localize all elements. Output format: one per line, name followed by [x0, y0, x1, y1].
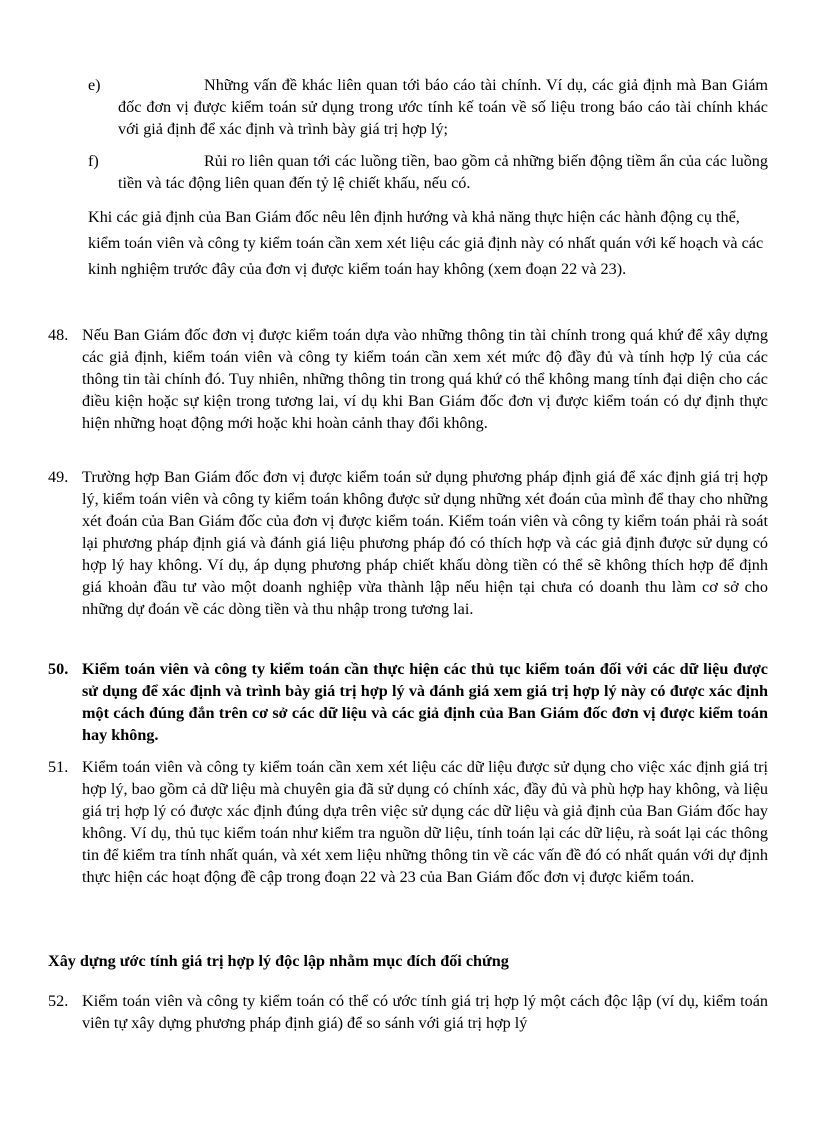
paragraph-51-number: 51. — [48, 758, 69, 776]
paragraph-48-number: 48. — [48, 326, 69, 344]
paragraph-49-text: Trường hợp Ban Giám đốc đơn vị được kiểm toán sử dụng phương pháp định giá để xác định giá trị hợp lý, kiểm toán viên và công ty kiểm toán không được sử dụng những xét đoán của mình để thay cho những xét đoán của Ban Giám đốc của đơn vị được kiểm toán. Kiểm toán viên và công ty kiểm toán phải rà soát lại phương pháp định giá và đánh giá liệu phương pháp đó có thích hợp và các giả định được sử dụng có hợp lý hay không. Ví dụ, áp dụng phương pháp chiết khấu dòng tiền có thể sẽ không thích hợp để định giá khoản đầu tư vào một doanh nghiệp vừa thành lập nếu hiện tại chưa có doanh thu làm cơ sở cho những dự đoán về các dòng tiền và thu nhập trong tương lai. — [82, 468, 768, 618]
paragraph-52-text: Kiểm toán viên và công ty kiểm toán có thể có ước tính giá trị hợp lý một cách độc lập (ví dụ, kiểm toán viên tự xây dựng phương pháp định giá) để so sánh với giá trị hợp lý — [82, 992, 768, 1032]
item-f-text: Rủi ro liên quan tới các luồng tiền, bao gồm cả những biến động tiềm ẩn của các luồng tiền và tác động liên quan đến tỷ lệ chiết khấu, nếu có. — [118, 152, 768, 192]
item-e-label: e) — [88, 76, 101, 94]
paragraph-48-text: Nếu Ban Giám đốc đơn vị được kiểm toán dựa vào những thông tin tài chính trong quá khứ để xây dựng các giả định, kiểm toán viên và công ty kiểm toán cần xem xét mức độ đầy đủ và tính hợp lý của các thông tin tài chính đó. Tuy nhiên, những thông tin trong quá khứ có thể không mang tính đại diện cho các điều kiện hoặc sự kiện trong tương lai, ví dụ khi Ban Giám đốc đơn vị được kiểm toán có dự định thực hiện những hoạt động mới hoặc khi hoàn cảnh thay đổi không. — [82, 326, 768, 432]
paragraph-52-number: 52. — [48, 992, 69, 1010]
item-f-label: f) — [88, 152, 99, 170]
paragraph-49-number: 49. — [48, 468, 69, 486]
paragraph-50-text: Kiểm toán viên và công ty kiểm toán cần thực hiện các thủ tục kiểm toán đối với các dữ liệu được sử dụng để xác định và trình bày giá trị hợp lý và đánh giá xem giá trị hợp lý này có được xác định một cách đúng đắn trên cơ sở các dữ liệu và các giả định của Ban Giám đốc đơn vị được kiểm toán hay không. — [82, 660, 768, 744]
item-e-text: Những vấn đề khác liên quan tới báo cáo tài chính. Ví dụ, các giả định mà Ban Giám đốc đơn vị được kiểm toán sử dụng trong ước tính kế toán về số liệu trong báo cáo tài chính khác với giả định để xác định và trình bày giá trị hợp lý; — [118, 76, 768, 138]
paragraph-50-number: 50. — [48, 660, 69, 678]
section-heading: Xây dựng ước tính giá trị hợp lý độc lập nhằm mục đích đối chứng — [48, 952, 509, 970]
intro-paragraph: Khi các giả định của Ban Giám đốc nêu lên định hướng và khả năng thực hiện các hành động cụ thể, kiểm toán viên và công ty kiểm toán cần xem xét liệu các giả định này có nhất quán với kế hoạch và các kinh nghiệm trước đây của đơn vị được kiểm toán hay không (xem đoạn 22 và 23). — [88, 208, 764, 278]
paragraph-51-text: Kiểm toán viên và công ty kiểm toán cần xem xét liệu các dữ liệu được sử dụng cho việc xác định giá trị hợp lý, bao gồm cả dữ liệu mà chuyên gia đã sử dụng có chính xác, đầy đủ và phù hợp hay không, và liệu giá trị hợp lý có được xác định đúng dựa trên việc sử dụng các dữ liệu và giả định của Ban Giám đốc hay không. Ví dụ, thủ tục kiểm toán như kiểm tra nguồn dữ liệu, tính toán lại các dữ liệu, rà soát lại các thông tin để kiểm tra tính nhất quán, và xét xem liệu những thông tin về các vấn đề đó có nhất quán với dự định thực hiện các hoạt động đề cập trong đoạn 22 và 23 của Ban Giám đốc đơn vị được kiểm toán. — [82, 758, 768, 886]
